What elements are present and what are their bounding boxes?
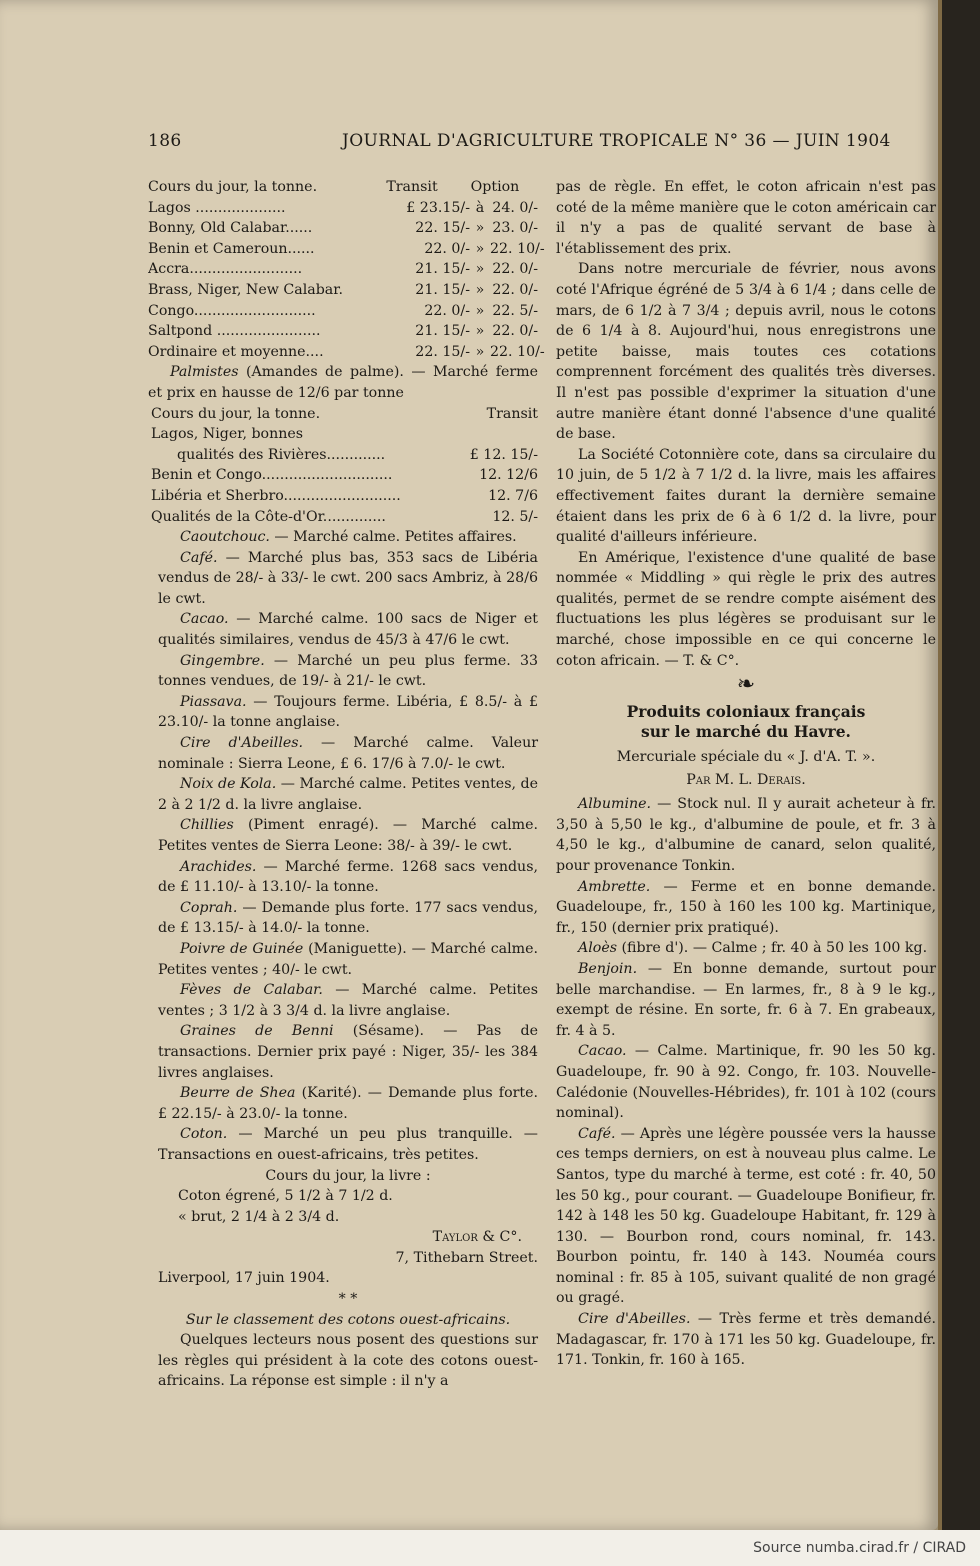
entry-term: Ambrette. — [578, 878, 651, 895]
entry-text: — Très ferme et très demandé. Madagascar, fr. 170 à 171 les 50 kg. Guadeloupe, fr. 171. Tonkin, fr. 160 à 165. — [556, 1311, 936, 1369]
entry-text: — Demande plus forte. 177 sacs vendus, de £ 13.15/- à 14.0/- la tonne. — [158, 899, 538, 937]
entry-term: Chillies — [180, 817, 234, 834]
entry-text: — Marché calme. Valeur nominale : Sierra Leone, £ 6. 17/6 à 7.0/- le cwt. — [158, 735, 538, 772]
table-row — [148, 301, 538, 322]
table-row — [151, 424, 538, 445]
row-option: 23. 0/- — [492, 220, 538, 237]
table-row — [148, 259, 538, 280]
row-sep: » — [475, 302, 485, 319]
table2-head-label: Cours du jour, la tonne. — [151, 405, 321, 422]
signature-address: 7, Tithebarn Street. — [395, 1249, 538, 1266]
market-entry — [158, 939, 538, 980]
row-name: Lagos .................... — [148, 199, 286, 216]
entry-term: Gingembre. — [180, 652, 265, 669]
cotton-paragraph-3: La Société Cotonnière cote, dans sa circulaire du 10 juin, de 5 1/2 à 7 1/2 d. la livre, mais les affaires effectivement faites durant la dernière semaine étaient dans les prix de 6 à 6 1/2 d. la livre, pour qualité d'ailleurs inférieure. — [556, 446, 936, 546]
entry-term: Noix de Kola. — [180, 776, 277, 793]
row-option: 22. 10/- — [490, 240, 545, 257]
page-number: 186 — [148, 131, 182, 151]
row-value: 12. 7/6 — [488, 487, 538, 504]
entry-text: (fibre d'). — Calme ; fr. 40 à 50 les 100 kg. — [617, 940, 928, 957]
market-entry — [158, 774, 538, 815]
row-name: Benin et Congo............................. — [151, 467, 393, 484]
row-name: Congo........................... — [148, 302, 316, 319]
market-entry — [158, 1083, 538, 1124]
row-sep: » — [475, 261, 485, 278]
market-entry — [158, 1021, 538, 1083]
table-row — [148, 198, 538, 219]
section-title-line-2: sur le marché du Havre. — [641, 722, 851, 742]
market-entry — [556, 794, 936, 876]
market-entry — [158, 898, 538, 939]
entry-term: Coton. — [180, 1126, 228, 1143]
entry-term: Cire d'Abeilles. — [578, 1311, 691, 1328]
entry-text: (Karité). — Demande plus forte. £ 22.15/- à 23.0/- la tonne. — [158, 1085, 538, 1122]
market-entry — [158, 815, 538, 856]
coton-head: Cours du jour, la livre : — [265, 1167, 431, 1184]
entry-text: — Marché calme. Petites ventes, de 2 à 2 1/2 d. la livre anglaise. — [158, 776, 538, 813]
entry-text: — Après une légère poussée vers la hausse ces temps derniers, on est à nouveau plus calme. Le Santos, type du marché à terme, est coté : fr. 40, 50 les 50 kg., pour courant. — Guadeloupe Bonifieur, fr. 142 à 148 les 50 kg. Guadeloupe Habitant, fr. 129 à 130. — Bourbon rond, cours nominal, fr. 143. Bourbon pointu, fr. 140 à 143. Nouméa cours nominal : fr. 85 à 105, suivant qualité de non gragé ou gragé. — [556, 1125, 936, 1307]
row-transit: 22. 15/- — [415, 220, 470, 237]
entry-term: Piassava. — [180, 693, 247, 710]
market-entry — [158, 980, 538, 1021]
row-option: 24. 0/- — [492, 199, 538, 216]
entry-term: Café. — [578, 1125, 616, 1142]
market-entry — [158, 527, 538, 548]
market-entry — [158, 1124, 538, 1165]
row-name: Benin et Cameroun...... — [148, 240, 315, 257]
running-header — [148, 131, 932, 159]
entry-text: — Marché ferme. 1268 sacs vendus, de £ 11.10/- à 13.10/- la tonne. — [158, 858, 538, 896]
entry-text: — Stock nul. Il y aurait acheteur à fr. 3,50 à 5,50 le kg., d'albumine de poule, et fr. 3 à 4,50 le kg., d'albumine de canard, selon qualité, pour provenance Tonkin. — [556, 796, 936, 874]
row-name: Bonny, Old Calabar...... — [148, 220, 313, 237]
market-entry — [158, 733, 538, 774]
market-entry — [556, 938, 936, 959]
table1-head-transit: Transit — [386, 179, 438, 195]
entry-term: Aloès — [578, 940, 618, 957]
table1-header — [148, 177, 538, 198]
entry-term: Café. — [180, 549, 218, 566]
entry-term: Albumine. — [578, 796, 652, 813]
table1-rows — [148, 198, 545, 363]
signature-name — [158, 1227, 538, 1248]
row-transit: 21. 15/- — [415, 323, 470, 340]
entry-term: Palmistes — [170, 364, 239, 381]
market-entry — [158, 857, 538, 898]
table1-head-option: Option — [470, 179, 520, 195]
market-entry — [556, 877, 936, 939]
signature-text: Taylor & C°. — [432, 1229, 522, 1246]
entry-term: Fèves de Calabar. — [180, 982, 323, 999]
cotton-paragraph-1: pas de règle. En effet, le coton africain n'est pas coté de la même manière que le coton américain car il n'y a pas de qualité servant de base à l'établissement des prix. — [556, 179, 936, 257]
row-transit: 21. 15/- — [415, 261, 470, 278]
right-column — [556, 177, 936, 1371]
coton-line-2: « brut, 2 1/4 à 2 3/4 d. — [178, 1208, 340, 1225]
table-row — [151, 486, 538, 507]
row-sep: » — [475, 220, 485, 237]
binding-edge — [938, 0, 942, 1530]
journal-title: JOURNAL D'AGRICULTURE TROPICALE N° 36 — JUIN 1904 — [342, 131, 891, 151]
entry-text: — Marché plus bas, 353 sacs de Libéria vendus de 28/- à 33/- le cwt. 200 sacs Ambriz, à 28/6 le cwt. — [158, 549, 538, 607]
row-name: qualités des Rivières............. — [177, 446, 386, 463]
market-entry — [556, 1041, 936, 1123]
market-entry — [556, 1124, 936, 1309]
table-row — [148, 342, 545, 363]
left-column — [148, 177, 545, 1392]
row-sep: » — [475, 343, 485, 360]
entry-term: Cacao. — [578, 1043, 627, 1060]
book-binding — [938, 0, 980, 1530]
entry-term: Beurre de Shea — [180, 1085, 296, 1102]
market-entry — [158, 692, 538, 733]
table-row — [148, 239, 545, 260]
row-transit: 22. 0/- — [424, 240, 470, 257]
entry-term: Benjoin. — [578, 960, 638, 977]
row-value: 12. 12/6 — [479, 467, 538, 484]
row-option: 22. 0/- — [492, 281, 538, 298]
table2-header — [148, 404, 538, 425]
market-entry — [158, 651, 538, 692]
mercuriale-subtitle: Mercuriale spéciale du « J. d'A. T. ». — [616, 749, 876, 766]
entry-text: — Marché un peu plus ferme. 33 tonnes vendues, de 19/- à 21/- le cwt. — [158, 652, 538, 690]
market-entry — [158, 548, 538, 610]
entry-term: Cire d'Abeilles. — [180, 735, 304, 752]
row-name: Accra......................... — [148, 261, 303, 278]
row-value: £ 12. 15/- — [469, 446, 538, 463]
entry-text: — Ferme et en bonne demande. Guadeloupe, fr., 150 à 160 les 100 kg. Martinique, fr., 150 (dernier prix pratiqué). — [556, 878, 936, 936]
byline: Par M. L. Derais. — [686, 771, 806, 788]
subsection-title: Sur le classement des cotons ouest-africains. — [185, 1311, 511, 1328]
source-credit: Source numba.cirad.fr / CIRAD — [753, 1540, 966, 1556]
table-row — [151, 465, 538, 486]
market-entry — [556, 959, 936, 1041]
row-sep: » — [475, 323, 485, 340]
table-row — [151, 445, 538, 466]
row-name: Brass, Niger, New Calabar. — [148, 281, 343, 298]
table2-head-transit: Transit — [486, 405, 538, 422]
table-row — [148, 218, 538, 239]
entry-term: Poivre de Guinée — [180, 940, 304, 957]
row-option: 22. 0/- — [492, 323, 538, 340]
subsection-text: Quelques lecteurs nous posent des questions sur les règles qui président à la cote des cotons ouest-africains. La réponse est simple : il n'y a — [158, 1332, 538, 1390]
row-transit: 21. 15/- — [415, 281, 470, 298]
entry-term: Coprah. — [180, 899, 238, 916]
entry-text: — Marché calme. Petites ventes ; 3 1/2 à 3 3/4 d. la livre anglaise. — [158, 982, 538, 1019]
row-name: Qualités de la Côte-d'Or.............. — [151, 508, 386, 525]
left-entries — [148, 527, 538, 1392]
table-row — [151, 507, 538, 528]
row-sep: » — [475, 240, 485, 257]
row-value: 12. 5/- — [492, 508, 538, 525]
coton-line-1: Coton égrené, 5 1/2 à 7 1/2 d. — [178, 1188, 393, 1205]
row-value — [460, 424, 538, 445]
row-option: 22. 10/- — [490, 343, 545, 360]
entry-text: — Marché calme. Petites affaires. — [269, 529, 517, 546]
dateline: Liverpool, 17 juin 1904. — [158, 1270, 330, 1287]
entry-text: — Toujours ferme. Libéria, £ 8.5/- à £ 23.10/- la tonne anglaise. — [158, 693, 538, 731]
market-entry — [556, 1309, 936, 1371]
row-option: 22. 0/- — [492, 261, 538, 278]
row-transit: 22. 15/- — [415, 343, 470, 360]
table1-head-label: Cours du jour, la tonne. — [148, 179, 318, 195]
entry-term: Graines de Benni — [180, 1023, 334, 1040]
palmistes-paragraph — [148, 362, 538, 403]
cotton-paragraph-2: Dans notre mercuriale de février, nous avons coté l'Afrique égréné de 5 3/4 à 6 1/4 ; dans celle de mars, de 6 1/2 à 7 3/4 ; depuis avril, nous le cotons de 6 1/4 à 8. Aujourd'hui, nous enregistrons une petite baisse, mais toutes ces cotations comprennent forcément des qualités très diverses. Il n'est pas possible d'exprimer la situation d'une autre manière étant donné l'absence d'une qualité de base. — [556, 261, 936, 443]
row-option: 22. 5/- — [492, 302, 538, 319]
row-transit: £ 23.15/- — [406, 199, 470, 216]
row-name: Saltpond ....................... — [148, 323, 321, 340]
entry-term: Cacao. — [180, 611, 229, 628]
entry-text: (Sésame). — Pas de transactions. Dernier prix payé : Niger, 35/- les 384 livres anglaises. — [158, 1023, 539, 1081]
entry-text: — Marché calme. 100 sacs de Niger et qualités similaires, vendus de 45/3 à 47/6 le cwt. — [158, 611, 538, 649]
row-name: Ordinaire et moyenne.... — [148, 343, 324, 360]
table-row — [148, 280, 538, 301]
cotton-paragraph-4: En Amérique, l'existence d'une qualité de base nommée « Middling » qui règle le prix des autres qualités, permet de se rendre compte aisément des fluctuations les plus légères se produisant sur le marché, chose impossible en ce qui concerne le coton africain. — T. & C°. — [556, 549, 936, 669]
entry-text: — En bonne demande, surtout pour belle marchandise. — En larmes, fr., 8 à 9 le kg., exempt de résine. En sorte, fr. 6 à 7. En grabeaux, fr. 4 à 5. — [556, 960, 936, 1039]
entry-text: (Piment enragé). — Marché calme. Petites ventes de Sierra Leone: 38/- à 39/- le cwt. — [158, 817, 538, 854]
row-sep: à — [475, 199, 485, 216]
entry-text: — Marché un peu plus tranquille. — Transactions en ouest-africains, très petites. — [158, 1126, 538, 1163]
entry-text: (Maniguette). — Marché calme. Petites ventes ; 40/- le cwt. — [158, 940, 538, 978]
entry-text: (Amandes de palme). — Marché ferme et prix en hausse de 12/6 par tonne — [148, 364, 538, 401]
entry-text: — Calme. Martinique, fr. 90 les 50 kg. Guadeloupe, fr. 90 à 92. Congo, fr. 103. Nouvelle-Calédonie (Nouvelles-Hébrides), fr. 101 à 102 (cours nominal). — [556, 1043, 936, 1122]
row-name: Lagos, Niger, bonnes — [151, 426, 304, 443]
row-transit: 22. 0/- — [424, 302, 470, 319]
row-name: Libéria et Sherbro.......................... — [151, 487, 401, 504]
table-row — [148, 321, 538, 342]
entry-term: Caoutchouc. — [180, 529, 270, 546]
row-sep: » — [475, 281, 485, 298]
asterism: * * — [338, 1291, 358, 1308]
entry-term: Arachides. — [180, 858, 257, 875]
section-title-line-1: Produits coloniaux français — [626, 701, 866, 721]
market-entry — [158, 609, 538, 650]
table2-rows — [148, 424, 538, 527]
ornament-icon: ❧ — [736, 672, 756, 698]
